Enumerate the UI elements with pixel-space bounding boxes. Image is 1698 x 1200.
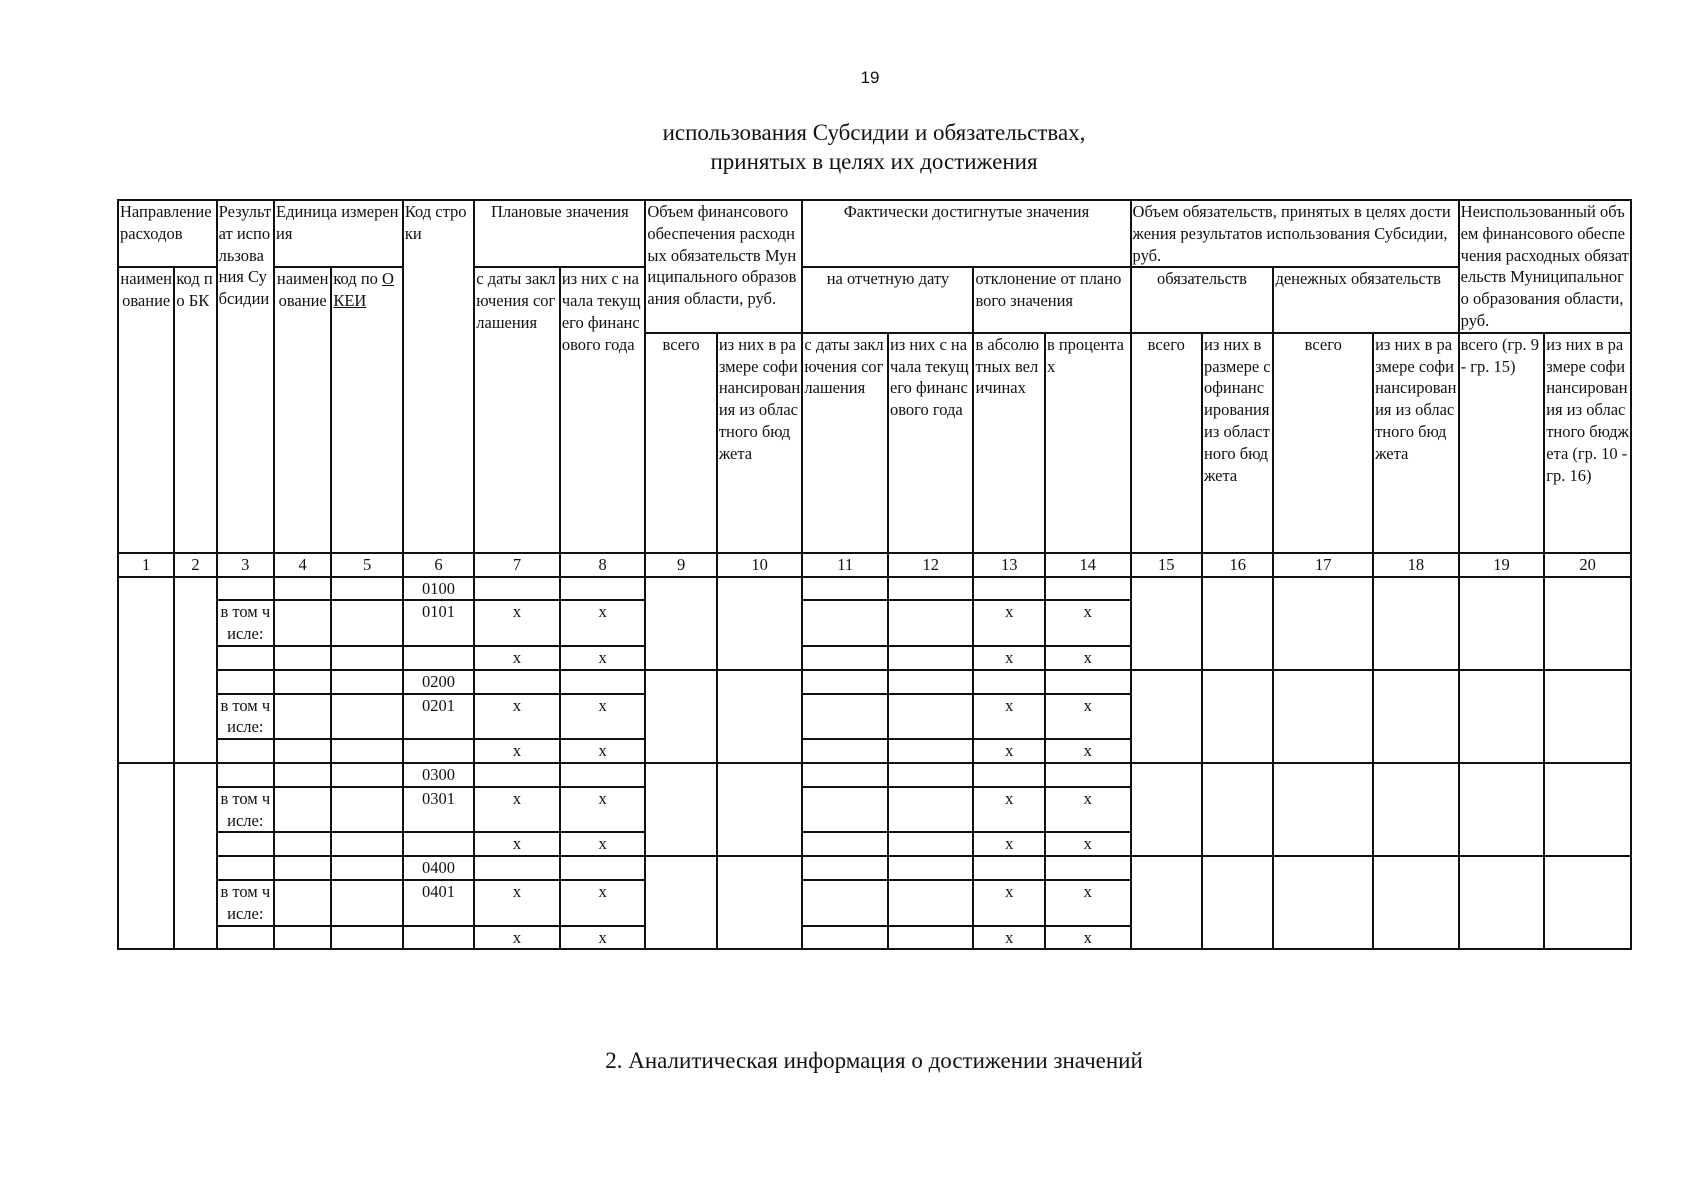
cell-x: x (1045, 926, 1131, 950)
cell (274, 600, 331, 646)
cell (331, 832, 402, 856)
report-table (117, 199, 1632, 950)
cell (802, 880, 888, 926)
cell-bk-code (174, 763, 216, 949)
cell-x: x (973, 694, 1044, 740)
header-actual: Фактически достигнутые значения (802, 200, 1130, 267)
cell (1373, 763, 1459, 856)
cell-x: x (1045, 880, 1131, 926)
cell-line-code: 0400 (403, 856, 474, 880)
cell (888, 832, 974, 856)
cell (1273, 670, 1373, 763)
cell (802, 787, 888, 833)
cell-x: x (973, 739, 1044, 763)
header-row-2 (118, 267, 1631, 332)
column-number: 14 (1045, 553, 1131, 577)
cell (274, 646, 331, 670)
cell (717, 856, 803, 949)
cell (274, 739, 331, 763)
cell (888, 926, 974, 950)
header-reporting-date: на отчетную дату (802, 267, 973, 332)
header-volume-total: всего (645, 333, 716, 553)
cell (888, 856, 974, 880)
cell (802, 670, 888, 694)
cell (217, 577, 274, 601)
column-number: 3 (217, 553, 274, 577)
cell (1273, 577, 1373, 670)
cell (331, 577, 402, 601)
cell (645, 670, 716, 763)
cell (474, 577, 560, 601)
cell-x: x (560, 600, 646, 646)
cell (217, 832, 274, 856)
cell-x: x (1045, 739, 1131, 763)
cell (1459, 670, 1545, 763)
header-unit-name: наименование (274, 267, 331, 552)
cell (1544, 763, 1631, 856)
cell-x: x (474, 832, 560, 856)
section-heading: 2. Аналитическая информация о достижении значений (605, 1048, 1143, 1073)
column-number: 1 (118, 553, 174, 577)
cell (888, 694, 974, 740)
cell-including: в том числе: (217, 880, 274, 926)
cell (1131, 763, 1202, 856)
cell (1202, 670, 1273, 763)
cell (802, 600, 888, 646)
cell (802, 763, 888, 787)
cell (274, 763, 331, 787)
header-obligations: обязательств (1131, 267, 1274, 332)
page-number: 19 (860, 68, 880, 87)
cell (717, 763, 803, 856)
cell (331, 856, 402, 880)
cell-x: x (1045, 832, 1131, 856)
column-number: 20 (1544, 553, 1631, 577)
cell (1373, 577, 1459, 670)
cell-x: x (560, 694, 646, 740)
cell-x: x (1045, 600, 1131, 646)
header-money-obligations: денежных обязательств (1273, 267, 1458, 332)
column-number: 16 (1202, 553, 1273, 577)
cell (1202, 856, 1273, 949)
cell (217, 763, 274, 787)
cell (973, 577, 1044, 601)
cell (1544, 577, 1631, 670)
header-direction: Направление расходов (118, 200, 217, 267)
cell (645, 577, 716, 670)
header-actual-from-agreement: с даты заключения соглашения (802, 333, 888, 553)
header-planned: Плановые значения (474, 200, 645, 267)
cell (1373, 856, 1459, 949)
cell (403, 832, 474, 856)
cell-x: x (973, 926, 1044, 950)
header-row-1 (118, 200, 1631, 267)
form-title (0, 118, 1698, 176)
cell (331, 926, 402, 950)
cell (717, 670, 803, 763)
column-number: 6 (403, 553, 474, 577)
header-name: наименование (118, 267, 174, 552)
header-unused: Неиспользованный объем финансового обеспечения расходных обязательств Муниципального образования области, руб. (1459, 200, 1631, 333)
cell-x: x (474, 880, 560, 926)
cell (802, 577, 888, 601)
cell-x: x (474, 739, 560, 763)
cell (1273, 763, 1373, 856)
table-row (118, 856, 1631, 880)
header-okei (331, 267, 402, 552)
cell (474, 670, 560, 694)
cell (1202, 763, 1273, 856)
cell (1544, 670, 1631, 763)
cell (717, 577, 803, 670)
cell-including: в том числе: (217, 694, 274, 740)
cell (403, 926, 474, 950)
cell (888, 600, 974, 646)
table-row (118, 670, 1631, 694)
cell (1131, 577, 1202, 670)
cell (802, 739, 888, 763)
cell (274, 694, 331, 740)
column-number: 19 (1459, 553, 1545, 577)
column-number: 5 (331, 553, 402, 577)
cell-x: x (560, 832, 646, 856)
cell (560, 763, 646, 787)
cell-x: x (560, 787, 646, 833)
cell (274, 787, 331, 833)
cell (274, 856, 331, 880)
cell-including: в том числе: (217, 600, 274, 646)
cell (888, 739, 974, 763)
cell (217, 670, 274, 694)
column-number: 4 (274, 553, 331, 577)
cell (217, 926, 274, 950)
cell (331, 694, 402, 740)
table-row (118, 577, 1631, 601)
cell (560, 577, 646, 601)
cell (888, 577, 974, 601)
cell-line-code: 0300 (403, 763, 474, 787)
cell (1459, 856, 1545, 949)
column-number: 9 (645, 553, 716, 577)
cell (217, 646, 274, 670)
header-unit: Единица измерения (274, 200, 403, 267)
cell-x: x (474, 646, 560, 670)
column-number: 10 (717, 553, 803, 577)
header-line-code: Код строки (403, 200, 474, 553)
header-planned-from-agreement: с даты заключения соглашения (474, 267, 560, 552)
header-result: Результат использования Субсидии (217, 200, 274, 553)
cell (474, 763, 560, 787)
form-title-line-1: использования Субсидии и обязательствах, (662, 120, 1086, 145)
cell-x: x (474, 787, 560, 833)
header-unused-cofin: из них в размере софинансирования из областного бюджета (гр. 10 - гр. 16) (1544, 333, 1631, 553)
cell (888, 646, 974, 670)
cell-x: x (973, 600, 1044, 646)
cell (1544, 856, 1631, 949)
cell-x: x (973, 880, 1044, 926)
header-okei-code: ОКЕИ (333, 269, 394, 311)
cell (802, 832, 888, 856)
column-number: 11 (802, 553, 888, 577)
cell (1459, 577, 1545, 670)
cell (217, 856, 274, 880)
header-money-cofin: из них в размере софинансирования из областного бюджета (1373, 333, 1459, 553)
cell-x: x (560, 880, 646, 926)
cell-x: x (560, 646, 646, 670)
cell (331, 600, 402, 646)
table-row (118, 763, 1631, 787)
cell (888, 670, 974, 694)
cell (560, 856, 646, 880)
cell (802, 856, 888, 880)
cell-x: x (973, 646, 1044, 670)
cell-direction-name (118, 763, 174, 949)
cell (973, 670, 1044, 694)
cell (331, 739, 402, 763)
cell (403, 646, 474, 670)
header-money-total: всего (1273, 333, 1373, 553)
cell-x: x (1045, 787, 1131, 833)
column-number: 13 (973, 553, 1044, 577)
cell (802, 694, 888, 740)
cell (888, 763, 974, 787)
cell-x: x (1045, 694, 1131, 740)
cell-x: x (474, 694, 560, 740)
cell (645, 856, 716, 949)
cell (1045, 763, 1131, 787)
cell (1131, 856, 1202, 949)
cell (274, 926, 331, 950)
header-okei-prefix: код по (333, 269, 383, 289)
cell (274, 832, 331, 856)
cell (973, 763, 1044, 787)
cell (973, 856, 1044, 880)
cell (645, 763, 716, 856)
column-number: 8 (560, 553, 646, 577)
column-number: 7 (474, 553, 560, 577)
cell-x: x (560, 739, 646, 763)
column-number: 2 (174, 553, 216, 577)
cell (1045, 856, 1131, 880)
cell (403, 739, 474, 763)
cell (1373, 670, 1459, 763)
cell-line-code: 0101 (403, 600, 474, 646)
header-actual-from-year: из них с начала текущего финансового года (888, 333, 974, 553)
header-deviation: отклонение от планового значения (973, 267, 1130, 332)
cell (331, 880, 402, 926)
cell (802, 646, 888, 670)
cell (217, 739, 274, 763)
cell (331, 646, 402, 670)
cell-bk-code (174, 577, 216, 763)
cell (1459, 763, 1545, 856)
column-numbers-row (118, 553, 1631, 577)
cell (888, 880, 974, 926)
cell (1045, 577, 1131, 601)
header-deviation-abs: в абсолютных величинах (973, 333, 1044, 553)
cell-line-code: 0100 (403, 577, 474, 601)
header-obligations-total: всего (1131, 333, 1202, 553)
cell-x: x (973, 787, 1044, 833)
cell (274, 577, 331, 601)
cell (1202, 577, 1273, 670)
cell-line-code: 0401 (403, 880, 474, 926)
header-obligations-volume: Объем обязательств, принятых в целях достижения результатов использования Субсидии, руб. (1131, 200, 1459, 267)
cell (474, 856, 560, 880)
cell (560, 670, 646, 694)
header-volume-cofin: из них в размере софинансирования из областного бюджета (717, 333, 803, 553)
column-number: 15 (1131, 553, 1202, 577)
cell (331, 670, 402, 694)
cell (1045, 670, 1131, 694)
cell (1273, 856, 1373, 949)
cell-x: x (560, 926, 646, 950)
cell-x: x (1045, 646, 1131, 670)
cell-direction-name (118, 577, 174, 763)
cell (274, 670, 331, 694)
cell (274, 880, 331, 926)
cell-x: x (973, 832, 1044, 856)
cell-x: x (474, 926, 560, 950)
column-number: 12 (888, 553, 974, 577)
header-deviation-percent: в процентах (1045, 333, 1131, 553)
cell-x: x (474, 600, 560, 646)
cell-including: в том числе: (217, 787, 274, 833)
cell (331, 763, 402, 787)
cell-line-code: 0301 (403, 787, 474, 833)
column-number: 17 (1273, 553, 1373, 577)
cell (331, 787, 402, 833)
header-obligations-cofin: из них в размере софинансирования из областного бюджета (1202, 333, 1273, 553)
cell (888, 787, 974, 833)
header-volume: Объем финансового обеспечения расходных обязательств Муниципального образования области, руб. (645, 200, 802, 333)
header-unused-total: всего (гр. 9 - гр. 15) (1459, 333, 1545, 553)
header-bk-code: код по БК (174, 267, 216, 552)
form-title-line-2: принятых в целях их достижения (710, 149, 1038, 174)
header-planned-from-year: из них с начала текущего финансового года (560, 267, 646, 552)
column-number: 18 (1373, 553, 1459, 577)
cell-line-code: 0200 (403, 670, 474, 694)
cell (802, 926, 888, 950)
cell-line-code: 0201 (403, 694, 474, 740)
cell (1131, 670, 1202, 763)
